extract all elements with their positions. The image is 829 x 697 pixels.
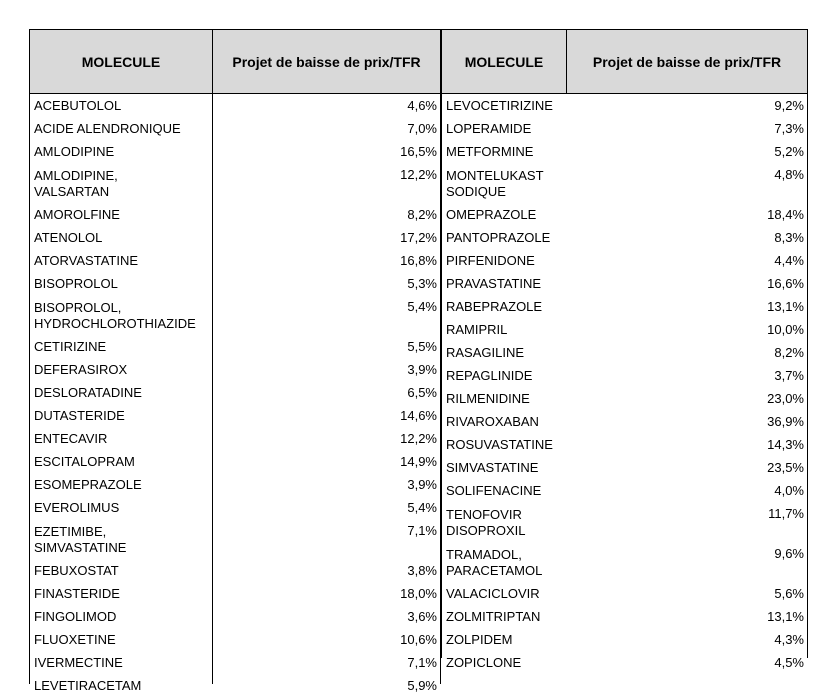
molecule-name: METFORMINE <box>446 144 534 159</box>
header-molecule: MOLECULE <box>30 30 213 93</box>
molecule-name: DESLORATADINE <box>34 385 142 400</box>
price-reduction: 5,3% <box>407 276 437 291</box>
table-row <box>442 94 807 117</box>
price-reduction: 7,1% <box>407 523 437 538</box>
table-row <box>30 427 440 450</box>
molecule-name: ESOMEPRAZOLE <box>34 477 142 492</box>
molecule-name: DEFERASIROX <box>34 362 128 377</box>
molecule-name: AMLODIPINE, VALSARTAN <box>34 168 118 199</box>
molecule-name: RASAGILINE <box>446 345 525 360</box>
table-row <box>442 341 807 364</box>
molecule-name: ACEBUTOLOL <box>34 98 122 113</box>
price-reduction: 7,1% <box>407 655 437 670</box>
molecule-name: ENTECAVIR <box>34 431 108 446</box>
price-reduction: 4,3% <box>774 632 804 647</box>
table-row <box>30 450 440 473</box>
price-reduction: 4,0% <box>774 483 804 498</box>
price-reduction: 3,6% <box>407 609 437 624</box>
molecule-name: BISOPROLOL <box>34 276 118 291</box>
table-row <box>442 479 807 502</box>
molecule-name: FINASTERIDE <box>34 586 120 601</box>
price-reduction: 8,3% <box>774 230 804 245</box>
molecule-name: BISOPROLOL, HYDROCHLOROTHIAZIDE <box>34 300 196 331</box>
price-reduction: 4,5% <box>774 655 804 670</box>
molecule-name: VALACICLOVIR <box>446 586 540 601</box>
price-table-left <box>29 29 441 693</box>
molecule-name: OMEPRAZOLE <box>446 207 537 222</box>
table-row <box>30 335 440 358</box>
molecule-name: ESCITALOPRAM <box>34 454 135 469</box>
price-reduction: 9,2% <box>774 98 804 113</box>
table-row <box>442 542 807 582</box>
price-reduction: 18,0% <box>400 586 437 601</box>
table-row <box>30 358 440 381</box>
price-reduction: 23,5% <box>767 460 804 475</box>
price-reduction: 5,9% <box>407 678 437 693</box>
price-reduction: 14,3% <box>767 437 804 452</box>
price-reduction: 16,5% <box>400 144 437 159</box>
table-row <box>442 433 807 456</box>
table-row <box>30 249 440 272</box>
table-row <box>442 605 807 628</box>
table-row <box>442 203 807 226</box>
table-row <box>442 651 807 674</box>
molecule-name: FEBUXOSTAT <box>34 563 119 578</box>
table-row <box>442 582 807 605</box>
price-reduction: 23,0% <box>767 391 804 406</box>
molecule-name: ZOPICLONE <box>446 655 522 670</box>
price-reduction: 5,4% <box>407 299 437 314</box>
price-reduction: 16,8% <box>400 253 437 268</box>
header-projet: Projet de baisse de prix/TFR <box>232 53 421 70</box>
table-row <box>30 94 440 117</box>
price-reduction: 10,0% <box>767 322 804 337</box>
price-reduction: 5,2% <box>774 144 804 159</box>
price-reduction: 7,3% <box>774 121 804 136</box>
header-molecule: MOLECULE <box>442 30 567 93</box>
table-row <box>442 364 807 387</box>
table-body <box>442 94 807 670</box>
price-reduction: 4,4% <box>774 253 804 268</box>
price-reduction: 18,4% <box>767 207 804 222</box>
molecule-name: DUTASTERIDE <box>34 408 125 423</box>
price-reduction: 6,5% <box>407 385 437 400</box>
table-row <box>442 628 807 651</box>
price-reduction: 8,2% <box>774 345 804 360</box>
molecule-name: FINGOLIMOD <box>34 609 117 624</box>
price-reduction: 17,2% <box>400 230 437 245</box>
price-reduction: 36,9% <box>767 414 804 429</box>
molecule-name: EZETIMIBE, SIMVASTATINE <box>34 524 127 555</box>
molecule-name: EVEROLIMUS <box>34 500 120 515</box>
molecule-name: ZOLMITRIPTAN <box>446 609 541 624</box>
price-reduction: 4,6% <box>407 98 437 113</box>
table-row <box>30 605 440 628</box>
price-reduction: 12,2% <box>400 167 437 182</box>
table-row <box>442 318 807 341</box>
molecule-name: TENOFOVIR DISOPROXIL <box>446 507 526 538</box>
molecule-name: TRAMADOL, PARACETAMOL <box>446 547 543 578</box>
table-row <box>30 473 440 496</box>
table-row <box>442 163 807 203</box>
molecule-name: ATENOLOL <box>34 230 103 245</box>
table-row <box>442 140 807 163</box>
molecule-name: LEVETIRACETAM <box>34 678 142 693</box>
table-row <box>30 628 440 651</box>
price-reduction: 13,1% <box>767 299 804 314</box>
price-reduction: 9,6% <box>774 546 804 561</box>
molecule-name: RABEPRAZOLE <box>446 299 543 314</box>
table-row <box>30 295 440 335</box>
table-row <box>30 674 440 697</box>
molecule-name: ROSUVASTATINE <box>446 437 553 452</box>
molecule-name: AMLODIPINE <box>34 144 115 159</box>
table-row <box>30 117 440 140</box>
molecule-name: PANTOPRAZOLE <box>446 230 551 245</box>
price-reduction: 13,1% <box>767 609 804 624</box>
price-reduction: 12,2% <box>400 431 437 446</box>
molecule-name: ACIDE ALENDRONIQUE <box>34 121 181 136</box>
table-row <box>30 163 440 203</box>
price-reduction: 5,4% <box>407 500 437 515</box>
price-reduction: 7,0% <box>407 121 437 136</box>
table-header <box>442 29 807 94</box>
table-row <box>30 203 440 226</box>
molecule-name: ATORVASTATINE <box>34 253 139 268</box>
table-row <box>30 519 440 559</box>
molecule-name: LOPERAMIDE <box>446 121 532 136</box>
table-row <box>30 651 440 674</box>
table-row <box>30 140 440 163</box>
molecule-name: SOLIFENACINE <box>446 483 542 498</box>
table-row <box>442 272 807 295</box>
price-reduction: 11,7% <box>768 506 804 521</box>
table-row <box>442 410 807 433</box>
price-reduction: 4,8% <box>774 167 804 182</box>
table-row <box>442 502 807 542</box>
table-row <box>442 295 807 318</box>
price-reduction: 10,6% <box>400 632 437 647</box>
header-projet: Projet de baisse de prix/TFR <box>592 53 782 70</box>
molecule-name: SIMVASTATINE <box>446 460 539 475</box>
table-header <box>30 29 440 94</box>
table-row <box>442 226 807 249</box>
table-body <box>30 94 440 693</box>
table-row <box>30 582 440 605</box>
price-reduction: 3,8% <box>407 563 437 578</box>
molecule-name: ZOLPIDEM <box>446 632 513 647</box>
price-reduction: 3,9% <box>407 477 437 492</box>
molecule-name: RILMENIDINE <box>446 391 530 406</box>
molecule-name: MONTELUKAST SODIQUE <box>446 168 544 199</box>
price-table-right <box>441 29 808 670</box>
molecule-name: LEVOCETIRIZINE <box>446 98 553 113</box>
molecule-name: RAMIPRIL <box>446 322 508 337</box>
table-row <box>30 381 440 404</box>
molecule-name: PRAVASTATINE <box>446 276 542 291</box>
molecule-name: PIRFENIDONE <box>446 253 535 268</box>
molecule-name: REPAGLINIDE <box>446 368 533 383</box>
price-reduction: 5,5% <box>407 339 437 354</box>
table-row <box>442 117 807 140</box>
table-row <box>30 226 440 249</box>
price-reduction: 5,6% <box>774 586 804 601</box>
molecule-name: AMOROLFINE <box>34 207 120 222</box>
table-row <box>30 559 440 582</box>
molecule-name: FLUOXETINE <box>34 632 116 647</box>
table-row <box>30 404 440 427</box>
table-row <box>30 496 440 519</box>
price-reduction: 14,9% <box>400 454 437 469</box>
molecule-name: CETIRIZINE <box>34 339 107 354</box>
table-row <box>442 387 807 410</box>
price-reduction: 3,7% <box>774 368 804 383</box>
price-reduction: 16,6% <box>767 276 804 291</box>
table-row <box>442 456 807 479</box>
price-reduction: 14,6% <box>400 408 437 423</box>
price-reduction: 8,2% <box>407 207 437 222</box>
molecule-name: IVERMECTINE <box>34 655 123 670</box>
price-reduction: 3,9% <box>407 362 437 377</box>
table-row <box>30 272 440 295</box>
molecule-name: RIVAROXABAN <box>446 414 539 429</box>
table-row <box>442 249 807 272</box>
